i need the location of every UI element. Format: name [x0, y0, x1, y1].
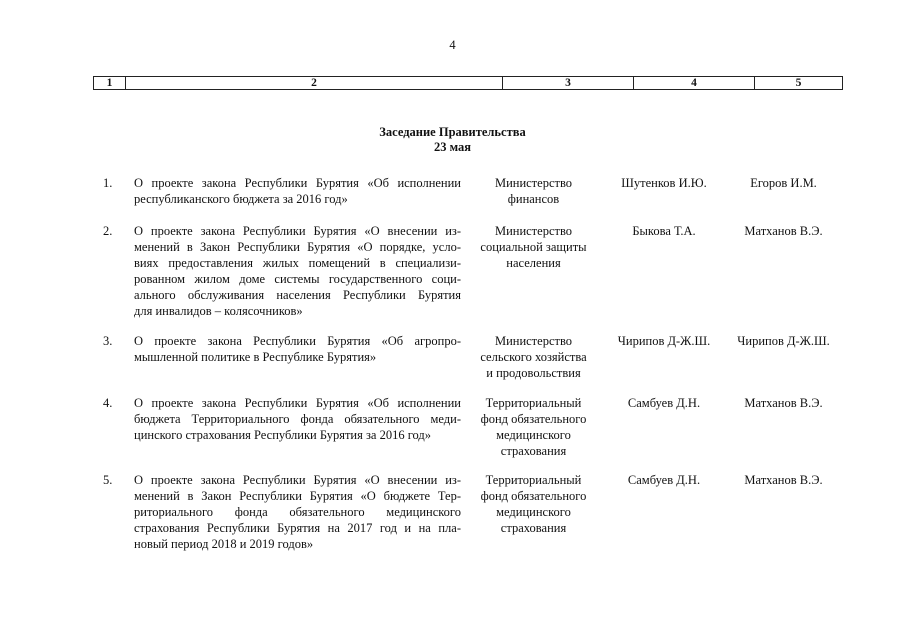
item-number: 3.: [103, 334, 113, 348]
column-header-1: 1: [94, 77, 126, 90]
item-text-line: республиканского бюджета за 2016 год»: [134, 192, 348, 206]
item-responsible-curator: Чирипов Д-Ж.Ш.: [737, 334, 830, 348]
item-responsible-curator: Матханов В.Э.: [744, 396, 823, 410]
item-text-line: О проекте закона Республики Бурятия «Об исполнении: [134, 176, 461, 190]
item-text-line: О проекте закона Республики Бурятия «Об исполнении: [134, 396, 461, 410]
column-header-3: 3: [503, 77, 634, 90]
ministry-line: фонд обязательного: [480, 412, 587, 426]
item-responsible-executor: Шутенков И.Ю.: [621, 176, 707, 190]
item-text-line: мышленной политике в Республике Бурятия»: [134, 350, 377, 364]
column-header-4: 4: [634, 77, 755, 90]
ministry-line: страхования: [500, 521, 567, 535]
item-text-line: цинского страхования Республики Бурятия за 2016 год»: [134, 428, 432, 442]
item-number: 4.: [103, 396, 113, 410]
item-ministry: [470, 472, 597, 536]
item-ministry: [470, 395, 597, 459]
item-text-line: риториального фонда обязательного медицинского: [134, 505, 461, 519]
item-text-line: ального обслуживания населения Республики Бурятия: [134, 288, 461, 302]
item-number: 5.: [103, 473, 113, 487]
ministry-line: населения: [506, 256, 561, 270]
item-text-line: виях предоставления жилых помещений в специализи-: [134, 256, 461, 270]
ministry-line: страхования: [500, 444, 567, 458]
page-number: 4: [449, 38, 456, 52]
item-text-line: новый период 2018 и 2019 годов»: [134, 537, 314, 551]
item-text: [134, 472, 461, 552]
ministry-line: социальной защиты: [480, 240, 587, 254]
ministry-line: Министерство: [494, 176, 573, 190]
item-text: [134, 175, 461, 207]
item-responsible-executor: Быкова Т.А.: [632, 224, 696, 238]
item-text-line: О проекте закона Республики Бурятия «Об агропро-: [134, 334, 461, 348]
section-heading: [0, 125, 905, 155]
item-text-line: рованном жилом доме системы государственного соци-: [134, 272, 461, 286]
column-header-row: [94, 77, 843, 90]
ministry-line: и продовольствия: [486, 366, 581, 380]
item-responsible-curator: Егоров И.М.: [750, 176, 817, 190]
ministry-line: медицинского: [496, 505, 571, 519]
item-number: 2.: [103, 224, 113, 238]
ministry-line: сельского хозяйства: [480, 350, 587, 364]
item-responsible-executor: Самбуев Д.Н.: [627, 473, 701, 487]
item-text-line: О проекте закона Республики Бурятия «О внесении из-: [134, 473, 461, 487]
item-text-line: О проекте закона Республики Бурятия «О внесении из-: [134, 224, 461, 238]
column-header-5: 5: [755, 77, 843, 90]
item-text-line: менений в Закон Республики Бурятия «О порядке, усло-: [134, 240, 461, 254]
item-text: [134, 223, 461, 319]
column-header-2: 2: [126, 77, 503, 90]
section-title: Заседание Правительства: [379, 125, 526, 139]
column-header-table: [93, 76, 843, 90]
item-responsible-executor: Самбуев Д.Н.: [627, 396, 701, 410]
item-responsible-curator: Матханов В.Э.: [744, 473, 823, 487]
ministry-line: Территориальный: [485, 396, 582, 410]
item-text-line: для инвалидов – колясочников»: [134, 304, 303, 318]
item-ministry: [470, 223, 597, 271]
item-text-line: страхования Республики Бурятия на 2017 год и на пла-: [134, 521, 461, 535]
item-text: [134, 395, 461, 443]
item-text: [134, 333, 461, 365]
item-responsible-curator: Матханов В.Э.: [744, 224, 823, 238]
item-ministry: [470, 333, 597, 381]
item-ministry: [470, 175, 597, 207]
item-number: 1.: [103, 176, 113, 190]
item-responsible-executor: Чирипов Д-Ж.Ш.: [617, 334, 711, 348]
ministry-line: Территориальный: [485, 473, 582, 487]
section-date: 23 мая: [433, 140, 472, 154]
ministry-line: Министерство: [494, 334, 573, 348]
ministry-line: фонд обязательного: [480, 489, 587, 503]
item-text-line: бюджета Территориального фонда обязательного меди-: [134, 412, 461, 426]
ministry-line: медицинского: [496, 428, 571, 442]
item-text-line: менений в Закон Республики Бурятия «О бюджете Тер-: [134, 489, 461, 503]
ministry-line: Министерство: [494, 224, 573, 238]
ministry-line: финансов: [507, 192, 560, 206]
